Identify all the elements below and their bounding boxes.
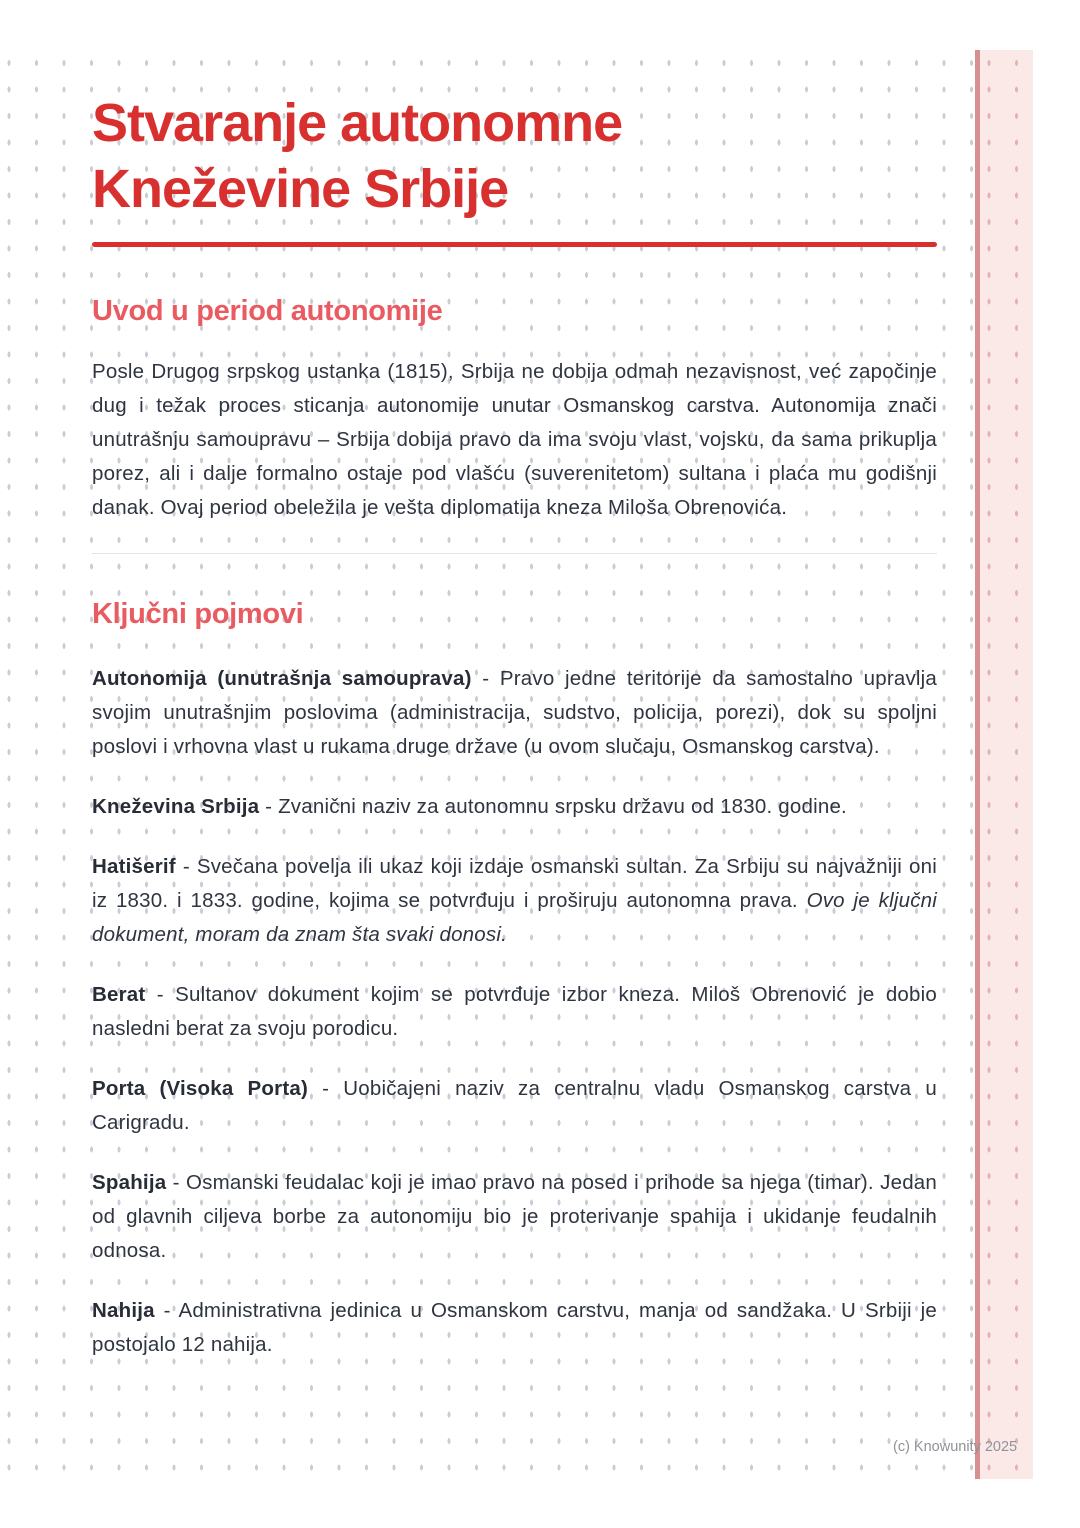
definition-item: [92, 1294, 937, 1362]
definition-term: Spahija: [92, 1171, 167, 1194]
definition-term: Kneževina Srbija: [92, 795, 260, 818]
definition-item: [92, 978, 937, 1046]
section-divider: [92, 553, 937, 554]
definition-text: - Osmanski feudalac koji je imao pravo na posed i prihode sa njega (timar). Jedan od glavnih ciljeva borbe za autonomiju bio je proterivanje spahija i ukidanje feudalnih odnosa.: [92, 1171, 937, 1262]
title-underline: [92, 242, 937, 247]
definition-text: - Sultanov dokument kojim se potvrđuje izbor kneza. Miloš Obrenović je dobio nasledni berat za svoju porodicu.: [92, 983, 937, 1040]
page-edge-band: [980, 50, 1033, 1479]
definition-text: - Pravo jedne teritorije da samostalno upravlja svojim unutrašnjim poslovima (administracija, sudstvo, policija, porezi), dok su spoljni poslovi i vrhovna vlast u rukama druge države (u ovom slučaju, Osmanskog carstva).: [92, 667, 938, 758]
page-content: [92, 50, 937, 1362]
definition-item: [92, 1166, 937, 1268]
definition-item: [92, 1072, 937, 1140]
definition-text: - Zvanični naziv za autonomnu srpsku državu od 1830. godine.: [259, 795, 847, 818]
definition-note: Ovo je ključni dokument, moram da znam šta svaki donosi.: [92, 889, 937, 946]
definition-text: - Administrativna jedinica u Osmanskom carstvu, manja od sandžaka. U Srbiji je postojalo 12 nahija.: [92, 1299, 937, 1356]
section-heading-intro: Uvod u period autonomije: [92, 295, 443, 327]
definition-term: Porta (Visoka Porta): [92, 1077, 308, 1100]
definition-item: [92, 850, 937, 952]
definition-term: Autonomija (unutrašnja samouprava): [92, 667, 472, 690]
definition-term: Hatišerif: [92, 855, 176, 878]
definition-term: Berat: [92, 983, 146, 1006]
definition-term: Nahija: [92, 1299, 155, 1322]
definition-text: - Uobičajeni naziv za centralnu vladu Osmanskog carstva u Carigradu.: [92, 1077, 937, 1134]
page-title: Stvaranje autonomne Kneževine Srbije: [92, 93, 623, 219]
intro-paragraph: Posle Drugog srpskog ustanka (1815), Srbija ne dobija odmah nezavisnost, već započinje dug i težak proces sticanja autonomije unutar Osmanskog carstva. Autonomija znači unutrašnju samoupravu – Srbija dobija pravo da ima svoju vlast, vojsku, da sama prikuplja porez, ali i dalje formalno ostaje pod vlašću (suverenitetom) sultana i plaća mu godišnji danak. Ovaj period obeležila je vešta diplomatija kneza Miloša Obrenovića.: [92, 360, 937, 519]
definition-item: [92, 790, 937, 824]
section-heading-key-terms: Ključni pojmovi: [92, 598, 304, 630]
copyright-label: (c) Knowunity 2025: [893, 1439, 1018, 1455]
definition-text: - Svečana povelja ili ukaz koji izdaje osmanski sultan. Za Srbiju su najvažniji oni iz 1830. i 1833. godine, kojima se potvrđuju i proširuju autonomna prava.: [92, 855, 937, 912]
definition-item: [92, 662, 937, 764]
